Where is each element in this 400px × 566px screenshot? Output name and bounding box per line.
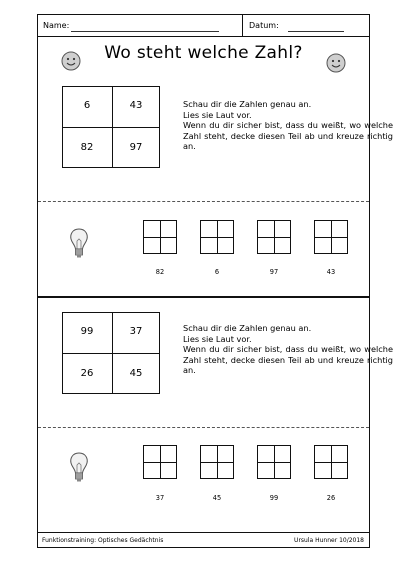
instruction-line: Wenn du dir sicher bist, dass du weißt, wo welche Zahl steht, decke diesen Teil ab und kreuze richtig an.: [183, 344, 393, 376]
answer-grid[interactable]: [314, 220, 348, 254]
instruction-line: Schau dir die Zahlen genau an.: [183, 99, 312, 109]
footer-separator: [38, 532, 369, 533]
option-number: 45: [212, 494, 222, 502]
date-label: Datum:: [249, 21, 279, 30]
grid-cell: 99: [80, 326, 94, 337]
worksheet-frame: [37, 14, 393, 548]
instruction-line: Schau dir die Zahlen genau an.: [183, 323, 312, 333]
cut-line: [38, 427, 369, 428]
option-number: 99: [269, 494, 279, 502]
answer-grid[interactable]: [314, 445, 348, 479]
number-grid: [62, 86, 160, 168]
option-number: 43: [326, 268, 336, 276]
option-number: 26: [326, 494, 336, 502]
footer-left: Funktionstraining: Optisches Gedächtnis: [42, 537, 164, 544]
answer-grid[interactable]: [257, 445, 291, 479]
answer-grid[interactable]: [143, 220, 177, 254]
date-line: [288, 31, 344, 32]
lightbulb-icon: [68, 451, 90, 483]
instruction-text: [183, 99, 393, 152]
header-separator: [38, 36, 369, 37]
instruction-line: Wenn du dir sicher bist, dass du weißt, wo welche Zahl steht, decke diesen Teil ab und kreuze richtig an.: [183, 120, 393, 152]
instruction-text: [183, 323, 393, 376]
number-grid: [62, 312, 160, 394]
section-separator: [38, 296, 369, 298]
grid-cell: 43: [129, 100, 143, 111]
name-line: [71, 31, 219, 32]
answer-grid[interactable]: [200, 445, 234, 479]
header-divider: [242, 15, 243, 36]
option-number: 97: [269, 268, 279, 276]
smiley-icon: [61, 51, 81, 71]
cut-line: [38, 201, 369, 202]
name-label: Name:: [43, 21, 70, 30]
answer-grid[interactable]: [257, 220, 291, 254]
grid-cell: 45: [129, 368, 143, 379]
option-number: 6: [214, 268, 220, 276]
page-title: Wo steht welche Zahl?: [104, 43, 303, 63]
footer-right: Ursula Hunner 10/2018: [294, 537, 364, 544]
option-number: 37: [155, 494, 165, 502]
option-number: 82: [155, 268, 165, 276]
instruction-line: Lies sie Laut vor.: [183, 109, 252, 120]
grid-cell: 37: [129, 326, 143, 337]
grid-cell: 26: [80, 368, 94, 379]
smiley-icon: [326, 53, 346, 73]
grid-cell: 6: [83, 100, 91, 111]
grid-cell: 82: [80, 142, 94, 153]
instruction-line: Lies sie Laut vor.: [183, 333, 252, 344]
answer-grid[interactable]: [200, 220, 234, 254]
answer-grid[interactable]: [143, 445, 177, 479]
lightbulb-icon: [68, 227, 90, 259]
grid-cell: 97: [129, 142, 143, 153]
